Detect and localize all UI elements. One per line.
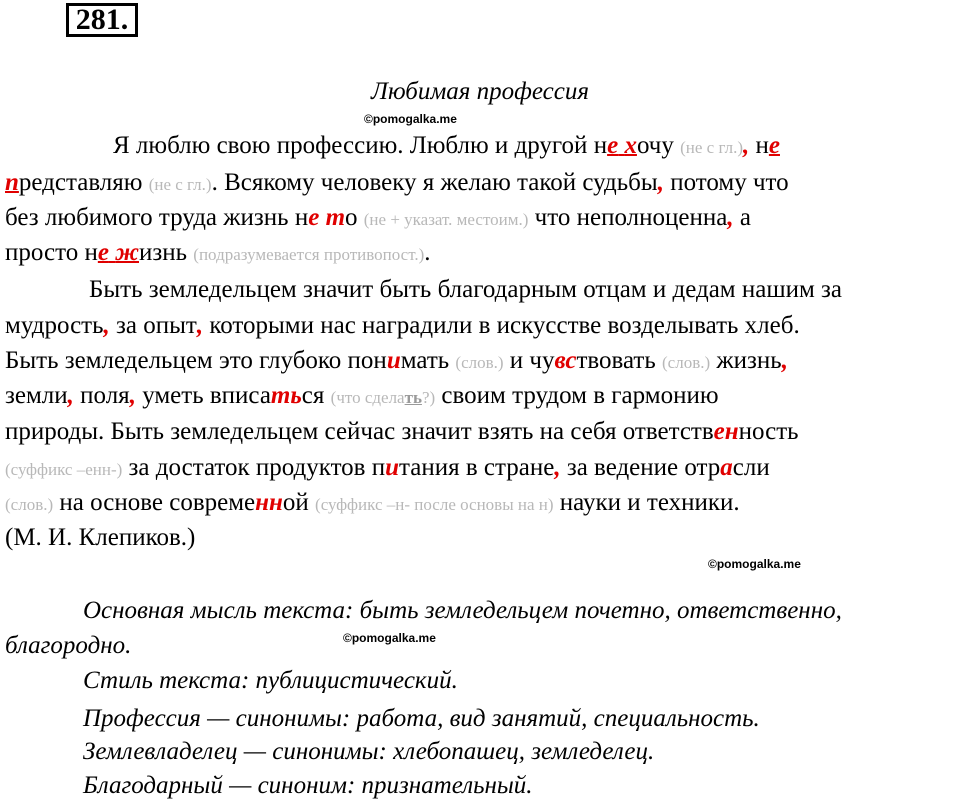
text-line-10: (суффикс –енн-) за достаток продуктов питания в стране, за ведение отрасли — [5, 454, 770, 481]
note-style: Стиль текста: публицистический. — [83, 667, 458, 694]
note-main-idea: Основная мысль текста: быть земледельцем почетно, ответственно, — [83, 597, 842, 624]
text-line-8: земли, поля, уметь вписаться (что сделать?) своим трудом в гармонию — [5, 382, 719, 409]
note-synonym-grateful: Благодарный — синоним: признательный. — [83, 772, 533, 799]
text-line-2: представляю (не с гл.). Всякому человеку я желаю такой судьбы, потому что — [5, 169, 789, 196]
text-line-12-author: (М. И. Клепиков.) — [5, 524, 196, 551]
note-synonyms-profession: Профессия — синонимы: работа, вид занятий, специальность. — [83, 705, 760, 732]
watermark: ©pomogalka.me — [708, 557, 801, 571]
text-line-11: (слов.) на основе современной (суффикс –н- после основы на н) науки и техники. — [5, 489, 740, 516]
text-line-1: Я люблю свою профессию. Люблю и другой не хочу (не с гл.), не — [113, 132, 780, 159]
text-line-5: Быть земледельцем значит быть благодарным отцам и дедам нашим за — [89, 276, 843, 303]
text-line-3: без любимого труда жизнь не то (не + указат. местоим.) что неполноценна, а — [5, 204, 751, 231]
watermark: ©pomogalka.me — [343, 631, 436, 645]
note-main-idea-cont: благородно. — [5, 632, 132, 659]
text-line-6: мудрость, за опыт, которыми нас наградили в искусстве возделывать хлеб. — [5, 312, 800, 339]
text-title: Любимая профессия — [371, 78, 589, 105]
note-synonyms-landowner: Землевладелец — синонимы: хлебопашец, земледелец. — [83, 738, 655, 765]
text-line-7: Быть земледельцем это глубоко понимать (слов.) и чувствовать (слов.) жизнь, — [5, 347, 788, 374]
watermark: ©pomogalka.me — [364, 112, 457, 126]
text-line-4: просто не жизнь (подразумевается противопост.). — [5, 239, 431, 266]
text-line-9: природы. Быть земледельцем сейчас значит взять на себя ответственность — [5, 418, 799, 445]
exercise-number: 281. — [66, 3, 138, 37]
